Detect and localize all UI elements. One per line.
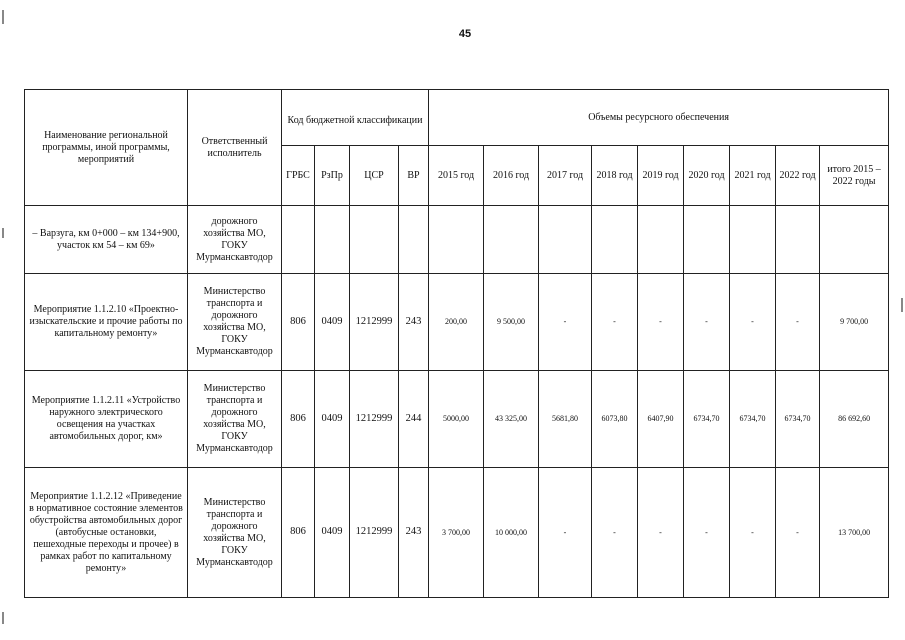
header-code-csr: ЦСР: [350, 146, 399, 206]
header-budget-code: Код бюджетной классификации: [282, 90, 429, 146]
scan-edge-mark: [901, 298, 903, 312]
row-amount-2020: 6734,70: [684, 371, 730, 468]
row-csr: 1212999: [350, 274, 399, 371]
row-amount-2021: -: [730, 274, 776, 371]
row-amount-2019: 6407,90: [638, 371, 684, 468]
row-amount-2018: -: [592, 468, 638, 598]
header-executor: Ответственный исполнитель: [188, 90, 282, 206]
row-grbs: [282, 206, 315, 274]
scan-edge-mark: [2, 228, 4, 238]
header-resources: Объемы ресурсного обеспечения: [429, 90, 889, 146]
header-year-2022: 2022 год: [776, 146, 820, 206]
row-vr: [399, 206, 429, 274]
header-row-1: [25, 90, 889, 146]
row-amount-2022: 6734,70: [776, 371, 820, 468]
header-code-rzpr: РзПр: [315, 146, 350, 206]
row-executor: дорожного хозяйства МО, ГОКУ Мурманскавтодор: [188, 206, 282, 274]
table-row: [25, 371, 889, 468]
row-grbs: 806: [282, 274, 315, 371]
row-amount-2015: 200,00: [429, 274, 484, 371]
row-amount-2018: 6073,80: [592, 371, 638, 468]
row-rzpr: 0409: [315, 274, 350, 371]
row-amount-2016: 9 500,00: [484, 274, 539, 371]
row-name: – Варзуга, км 0+000 – км 134+900, участок км 54 – км 69»: [25, 206, 188, 274]
row-vr: 243: [399, 274, 429, 371]
row-rzpr: [315, 206, 350, 274]
row-amount-2015: 5000,00: [429, 371, 484, 468]
header-code-vr: ВР: [399, 146, 429, 206]
row-amount-2018: -: [592, 274, 638, 371]
header-year-2015: 2015 год: [429, 146, 484, 206]
resource-table: [24, 89, 889, 598]
row-amount-2016: 10 000,00: [484, 468, 539, 598]
row-amount-2022: -: [776, 274, 820, 371]
row-name: Мероприятие 1.1.2.10 «Проектно-изыскательские и прочие работы по капитальному ремонту»: [25, 274, 188, 371]
row-amount-2021: [730, 206, 776, 274]
row-csr: 1212999: [350, 468, 399, 598]
row-amount-2019: -: [638, 468, 684, 598]
header-year-2019: 2019 год: [638, 146, 684, 206]
row-amount-2022: -: [776, 468, 820, 598]
header-total: итого 2015 – 2022 годы: [820, 146, 889, 206]
row-grbs: 806: [282, 468, 315, 598]
row-amount-2015: 3 700,00: [429, 468, 484, 598]
row-executor: Министерство транспорта и дорожного хозяйства МО, ГОКУ Мурманскавтодор: [188, 274, 282, 371]
row-amount-2017: 5681,80: [539, 371, 592, 468]
row-vr: 243: [399, 468, 429, 598]
page-number: 45: [458, 28, 472, 40]
row-amount-2019: -: [638, 274, 684, 371]
header-name: Наименование региональной программы, иной программы, мероприятий: [25, 90, 188, 206]
header-year-2018: 2018 год: [592, 146, 638, 206]
row-rzpr: 0409: [315, 371, 350, 468]
row-amount-2018: [592, 206, 638, 274]
row-amount-2015: [429, 206, 484, 274]
header-year-2021: 2021 год: [730, 146, 776, 206]
row-amount-total: 9 700,00: [820, 274, 889, 371]
row-amount-total: [820, 206, 889, 274]
row-amount-2016: 43 325,00: [484, 371, 539, 468]
table-row: [25, 206, 889, 274]
header-code-grbs: ГРБС: [282, 146, 315, 206]
row-amount-total: 86 692,60: [820, 371, 889, 468]
row-amount-2020: -: [684, 468, 730, 598]
row-amount-2016: [484, 206, 539, 274]
row-vr: 244: [399, 371, 429, 468]
header-year-2016: 2016 год: [484, 146, 539, 206]
row-csr: [350, 206, 399, 274]
row-amount-2017: -: [539, 274, 592, 371]
row-amount-total: 13 700,00: [820, 468, 889, 598]
row-rzpr: 0409: [315, 468, 350, 598]
row-amount-2021: 6734,70: [730, 371, 776, 468]
row-csr: 1212999: [350, 371, 399, 468]
row-amount-2022: [776, 206, 820, 274]
header-year-2017: 2017 год: [539, 146, 592, 206]
row-executor: Министерство транспорта и дорожного хозяйства МО, ГОКУ Мурманскавтодор: [188, 371, 282, 468]
row-name: Мероприятие 1.1.2.12 «Приведение в нормативное состояние элементов обустройства автомобильных дорог (автобусные остановки, пешеходные переходы и прочее) в рамках работ по капитальному ремонту»: [25, 468, 188, 598]
row-amount-2020: [684, 206, 730, 274]
table-row: [25, 274, 889, 371]
row-amount-2017: [539, 206, 592, 274]
row-executor: Министерство транспорта и дорожного хозяйства МО, ГОКУ Мурманскавтодор: [188, 468, 282, 598]
scan-edge-mark: [2, 612, 4, 624]
row-grbs: 806: [282, 371, 315, 468]
row-amount-2019: [638, 206, 684, 274]
row-amount-2017: -: [539, 468, 592, 598]
table-row: [25, 468, 889, 598]
row-name: Мероприятие 1.1.2.11 «Устройство наружного электрического освещения на участках автомобильных дорог, км»: [25, 371, 188, 468]
row-amount-2021: -: [730, 468, 776, 598]
header-year-2020: 2020 год: [684, 146, 730, 206]
scan-edge-mark: [2, 10, 4, 24]
row-amount-2020: -: [684, 274, 730, 371]
